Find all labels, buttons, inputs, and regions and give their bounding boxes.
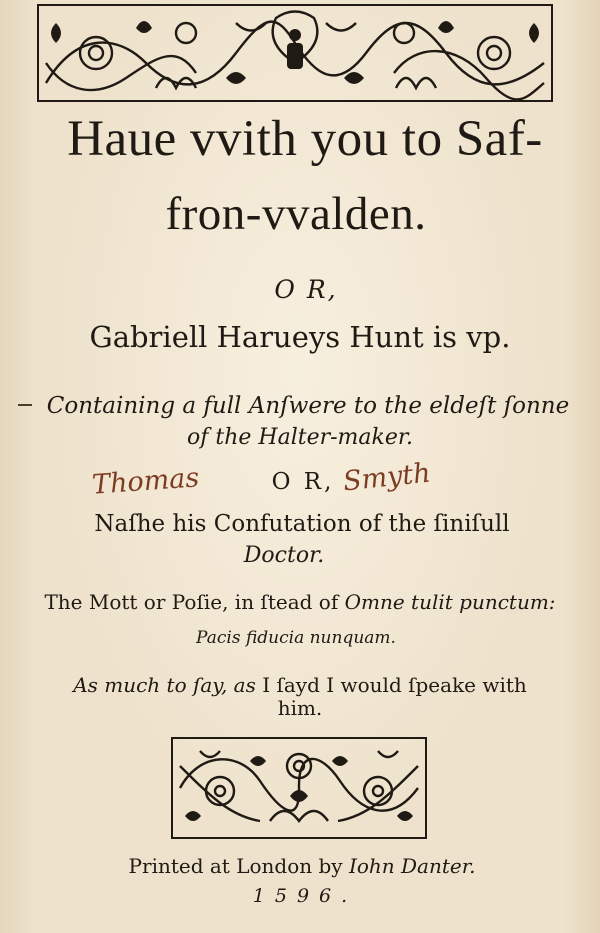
title-line-2: fron-vvalden. — [165, 188, 427, 240]
motto-line — [0, 590, 600, 614]
subtitle: Gabriell Harueys Hunt is vp. — [89, 320, 511, 354]
publication-year: 1596. — [252, 885, 358, 907]
as-much-roman: I ſayd I would ſpeake with — [262, 673, 527, 697]
or-word: O R, — [274, 275, 338, 304]
as-much-line-2: him. — [277, 696, 323, 720]
imprint-printer: Iohn Danter. — [348, 854, 476, 878]
motto-prefix: The Mott or Poſie, in ſtead of — [44, 590, 339, 614]
as-much-italic: As much to ſay, as — [73, 673, 256, 697]
pacis-line: Pacis fiducia nunquam. — [196, 628, 396, 648]
imprint-line — [2, 854, 600, 878]
nashe-line-1: Naſhe his Confutation of the ſiniſull — [94, 511, 510, 537]
containing-line-2: of the Halter-maker. — [187, 425, 413, 450]
headpiece-ornament-icon — [36, 3, 554, 103]
as-much-line-1 — [0, 673, 600, 697]
imprint-prefix: Printed at London by — [128, 854, 343, 878]
tailpiece-ornament-icon — [170, 736, 428, 840]
nashe-line-2: Doctor. — [243, 543, 325, 568]
containing-line-1: Containing a full Anſwere to the eldeſt ſonne — [46, 393, 570, 419]
handwritten-first-name: Thomas — [91, 462, 201, 501]
motto-latin: Omne tulit punctum: — [344, 590, 556, 614]
title-line-1: Haue vvith you to Saf- — [67, 111, 543, 167]
handwritten-surname: Smyth — [341, 457, 432, 498]
or-word-2: O R, — [271, 469, 335, 495]
